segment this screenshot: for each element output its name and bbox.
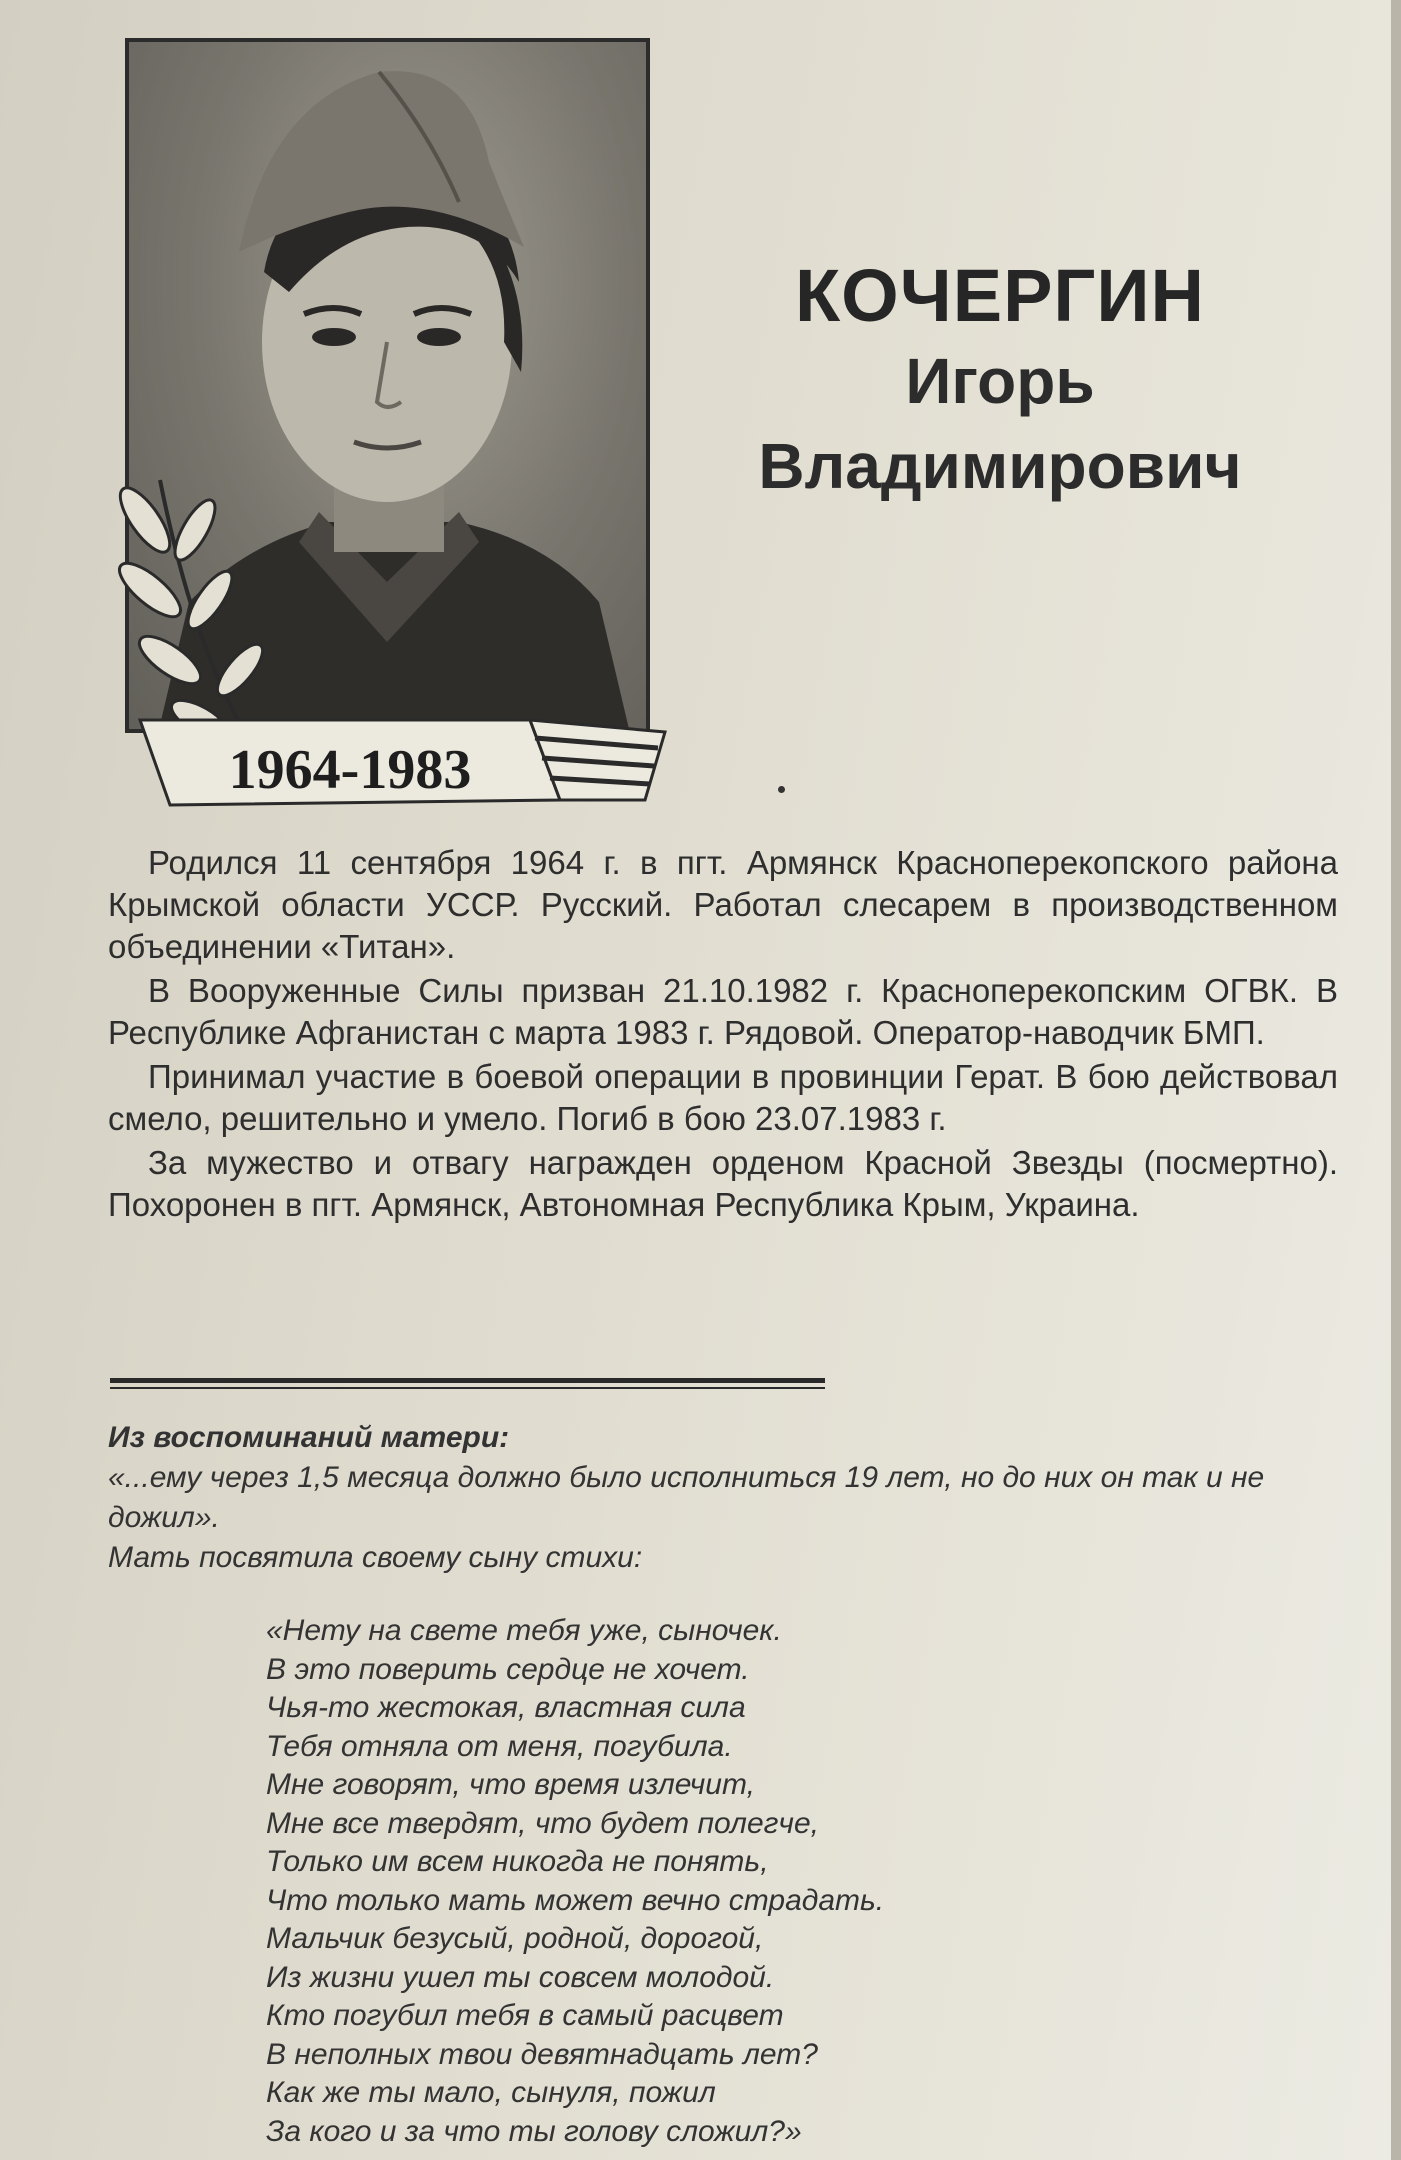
poem-line: В это поверить сердце не хочет. bbox=[266, 1652, 750, 1686]
poem-line: Что только мать может вечно страдать. bbox=[266, 1883, 885, 1917]
poem-line: «Нету на свете тебя уже, сыночек. bbox=[266, 1614, 782, 1647]
mother-memoir bbox=[108, 1418, 1338, 1578]
patronymic: Владимирович bbox=[758, 430, 1242, 502]
name-block bbox=[700, 255, 1300, 507]
bio-paragraph: Родился 11 сентября 1964 г. в пгт. Армянск Красноперекопского района Крымской области УССР. Русский. Работал слесарем в производственном объединении «Титан». bbox=[108, 844, 1338, 965]
memoir-intro: Мать посвятила своему сыну стихи: bbox=[108, 1541, 643, 1574]
first-name: Игорь bbox=[905, 345, 1095, 417]
poem-line: Только им всем никогда не понять, bbox=[266, 1845, 769, 1878]
poem-line: Как же ты мало, сынуля, пожил bbox=[266, 2076, 716, 2109]
life-years: 1964-1983 bbox=[228, 739, 472, 801]
page-edge bbox=[1391, 0, 1401, 2160]
section-divider bbox=[110, 1378, 825, 1389]
poem-line: В неполных твои девятнадцать лет? bbox=[266, 2037, 818, 2071]
memoir-heading: Из воспоминаний матери: bbox=[108, 1421, 510, 1454]
biography bbox=[108, 842, 1338, 1228]
surname: КОЧЕРГИН bbox=[794, 254, 1205, 337]
poem-line: Тебя отняла от меня, погубила. bbox=[266, 1729, 733, 1763]
poem-line: Кто погубил тебя в самый расцвет bbox=[266, 1999, 784, 2032]
poem-line: Из жизни ушел ты совсем молодой. bbox=[266, 1960, 775, 1994]
bio-paragraph: За мужество и отвагу награжден орденом Красной Звезды (посмертно). Похоронен в пгт. Армянск, Автономная Республика Крым, Украина. bbox=[108, 1144, 1338, 1223]
poem-line: Мне все твердят, что будет полегче, bbox=[266, 1806, 819, 1840]
dot-mark bbox=[778, 786, 785, 793]
bio-paragraph: Принимал участие в боевой операции в провинции Герат. В бою действовал смело, решительно и умело. Погиб в бою 23.07.1983 г. bbox=[108, 1058, 1338, 1137]
poem-line: Чья-то жестокая, властная сила bbox=[266, 1691, 746, 1724]
bio-paragraph: В Вооруженные Силы призван 21.10.1982 г. Красноперекопским ОГВК. В Республике Афганистан с марта 1983 г. Рядовой. Оператор-наводчик БМП. bbox=[108, 972, 1338, 1051]
poem-line: Мне говорят, что время излечит, bbox=[266, 1768, 755, 1801]
poem bbox=[266, 1612, 1166, 2151]
poem-line: За кого и за что ты голову сложил?» bbox=[266, 2114, 802, 2148]
memoir-quote: «...ему через 1,5 месяца должно было исполниться 19 лет, но до них он так и не дожил». bbox=[108, 1461, 1265, 1534]
poem-line: Мальчик безусый, родной, дорогой, bbox=[266, 1922, 764, 1955]
